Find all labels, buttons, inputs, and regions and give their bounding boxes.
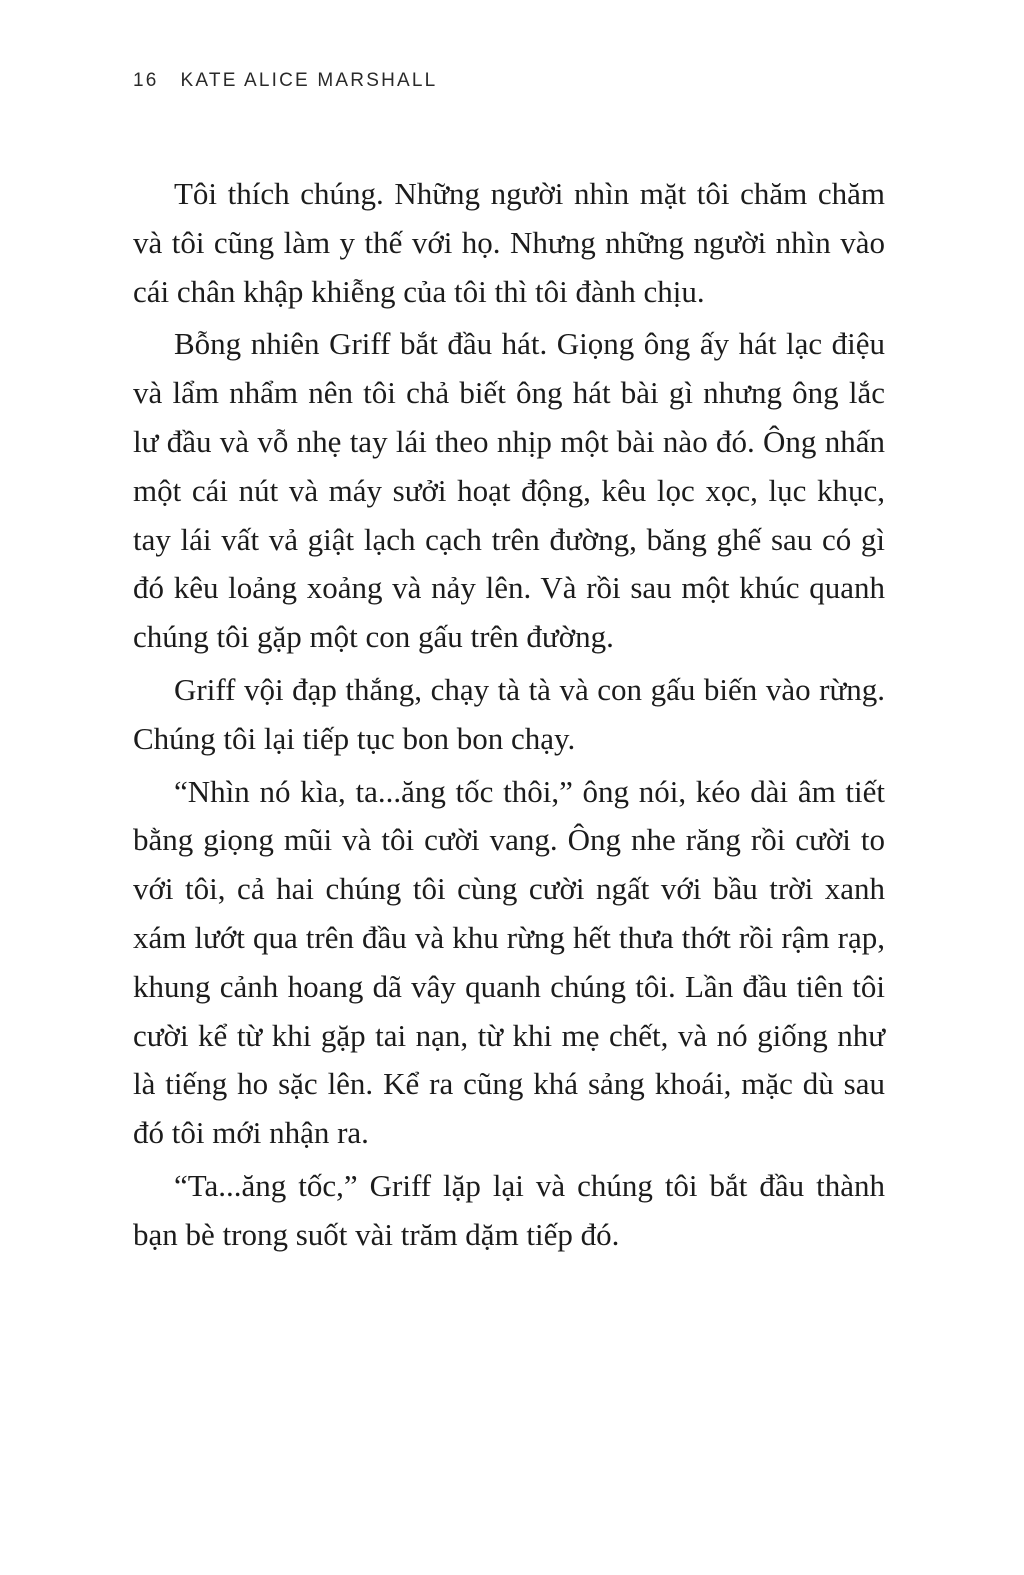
paragraph: Griff vội đạp thắng, chạy tà tà và con gấu biến vào rừng. Chúng tôi lại tiếp tục bon bon chạy.: [133, 671, 885, 756]
paragraph: “Nhìn nó kìa, ta...ăng tốc thôi,” ông nói, kéo dài âm tiết bằng giọng mũi và tôi cười vang. Ông nhe răng rồi cười to với tôi, cả hai chúng tôi cùng cười ngất với bầu trời xanh xám lướt qua trên đầu và khu rừng hết thưa thớt rồi rậm rạp, khung cảnh hoang dã vây quanh chúng tôi. Lần đầu tiên tôi cười kể từ khi gặp tai nạn, từ khi mẹ chết, và nó giống như là tiếng ho sặc lên. Kể ra cũng khá sảng khoái, mặc dù sau đó tôi mới nhận ra.: [133, 773, 885, 1151]
body-text: [133, 170, 885, 1264]
paragraph: Bỗng nhiên Griff bắt đầu hát. Giọng ông ấy hát lạc điệu và lẩm nhẩm nên tôi chả biết ông hát bài gì nhưng ông lắc lư đầu và vỗ nhẹ tay lái theo nhịp một bài nào đó. Ông nhấn một cái nút và máy sưởi hoạt động, kêu lọc xọc, lục khục, tay lái vất vả giật lạch cạch trên đường, băng ghế sau có gì đó kêu loảng xoảng và nảy lên. Và rồi sau một khúc quanh chúng tôi gặp một con gấu trên đường.: [133, 326, 885, 655]
page-number: 16: [133, 70, 159, 91]
paragraph: “Ta...ăng tốc,” Griff lặp lại và chúng tôi bắt đầu thành bạn bè trong suốt vài trăm dặm tiếp đó.: [133, 1167, 885, 1252]
running-head: [133, 70, 437, 92]
paragraph: Tôi thích chúng. Những người nhìn mặt tôi chăm chăm và tôi cũng làm y thế với họ. Nhưng những người nhìn vào cái chân khập khiễng của tôi thì tôi đành chịu.: [133, 176, 885, 309]
author-name: KATE ALICE MARSHALL: [180, 70, 438, 91]
